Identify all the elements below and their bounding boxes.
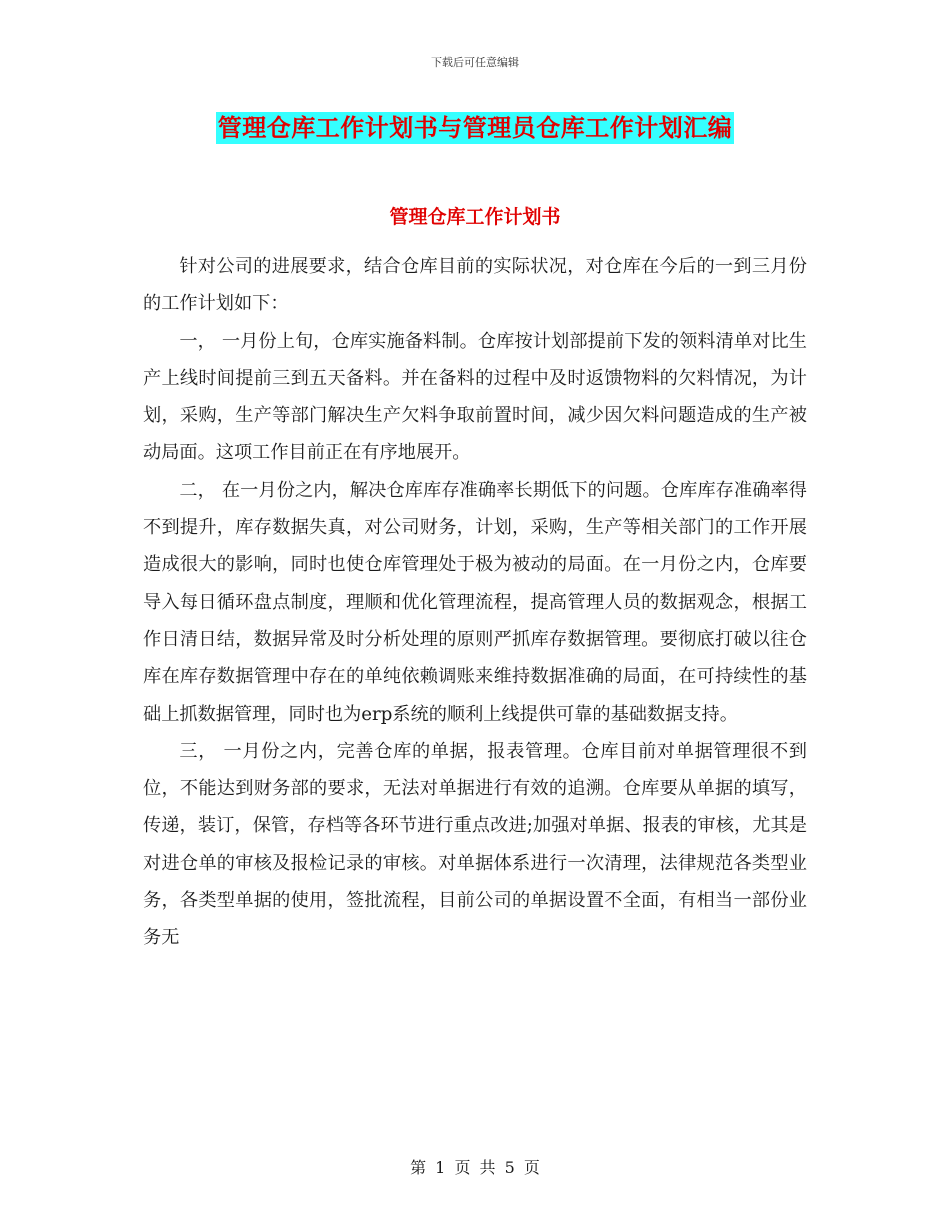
main-title: 管理仓库工作计划书与管理员仓库工作计划汇编 bbox=[217, 113, 733, 142]
page-number-footer: 第 1 页 共 5 页 bbox=[410, 1158, 540, 1177]
header-note: 下载后可任意编辑 bbox=[431, 56, 519, 69]
paragraph-item-3: 三， 一月份之内，完善仓库的单据，报表管理。仓库目前对单据管理很不到位，不能达到财务部的要求，无法对单据进行有效的追溯。仓库要从单据的填写，传递，装订，保管，存档等各环节进行重点改进;加强对单据、报表的审核，尤其是对进仓单的审核及报检记录的审核。对单据体系进行一次清理，法律规范各类型业务，各类型单据的使用，签批流程，目前公司的单据设置不全面，有相当一部份业务无 bbox=[143, 740, 807, 949]
paragraph-intro: 针对公司的进展要求，结合仓库目前的实际状况，对仓库在今后的一到三月份的工作计划如下： bbox=[143, 256, 807, 315]
main-title-container bbox=[0, 112, 950, 144]
section-title: 管理仓库工作计划书 bbox=[389, 206, 561, 228]
paragraph-item-1: 一， 一月份上旬，仓库实施备料制。仓库按计划部提前下发的领料清单对比生产上线时间提前三到五天备料。并在备料的过程中及时返馈物料的欠料情况，为计划，采购，生产等部门解决生产欠料争取前置时间，减少因欠料问题造成的生产被动局面。这项工作目前正在有序地展开。 bbox=[143, 330, 807, 464]
document-body bbox=[143, 248, 807, 957]
paragraph-item-2: 二， 在一月份之内，解决仓库库存准确率长期低下的问题。仓库库存准确率得不到提升，库存数据失真，对公司财务，计划，采购，生产等相关部门的工作开展造成很大的影响，同时也使仓库管理处于极为被动的局面。在一月份之内，仓库要导入每日循环盘点制度，理顺和优化管理流程，提高管理人员的数据观念，根据工作日清日结，数据异常及时分析处理的原则严抓库存数据管理。要彻底打破以往仓库在库存数据管理中存在的单纯依赖调账来维持数据准确的局面，在可持续性的基础上抓数据管理，同时也为erp系统的顺利上线提供可靠的基础数据支持。 bbox=[143, 479, 807, 725]
